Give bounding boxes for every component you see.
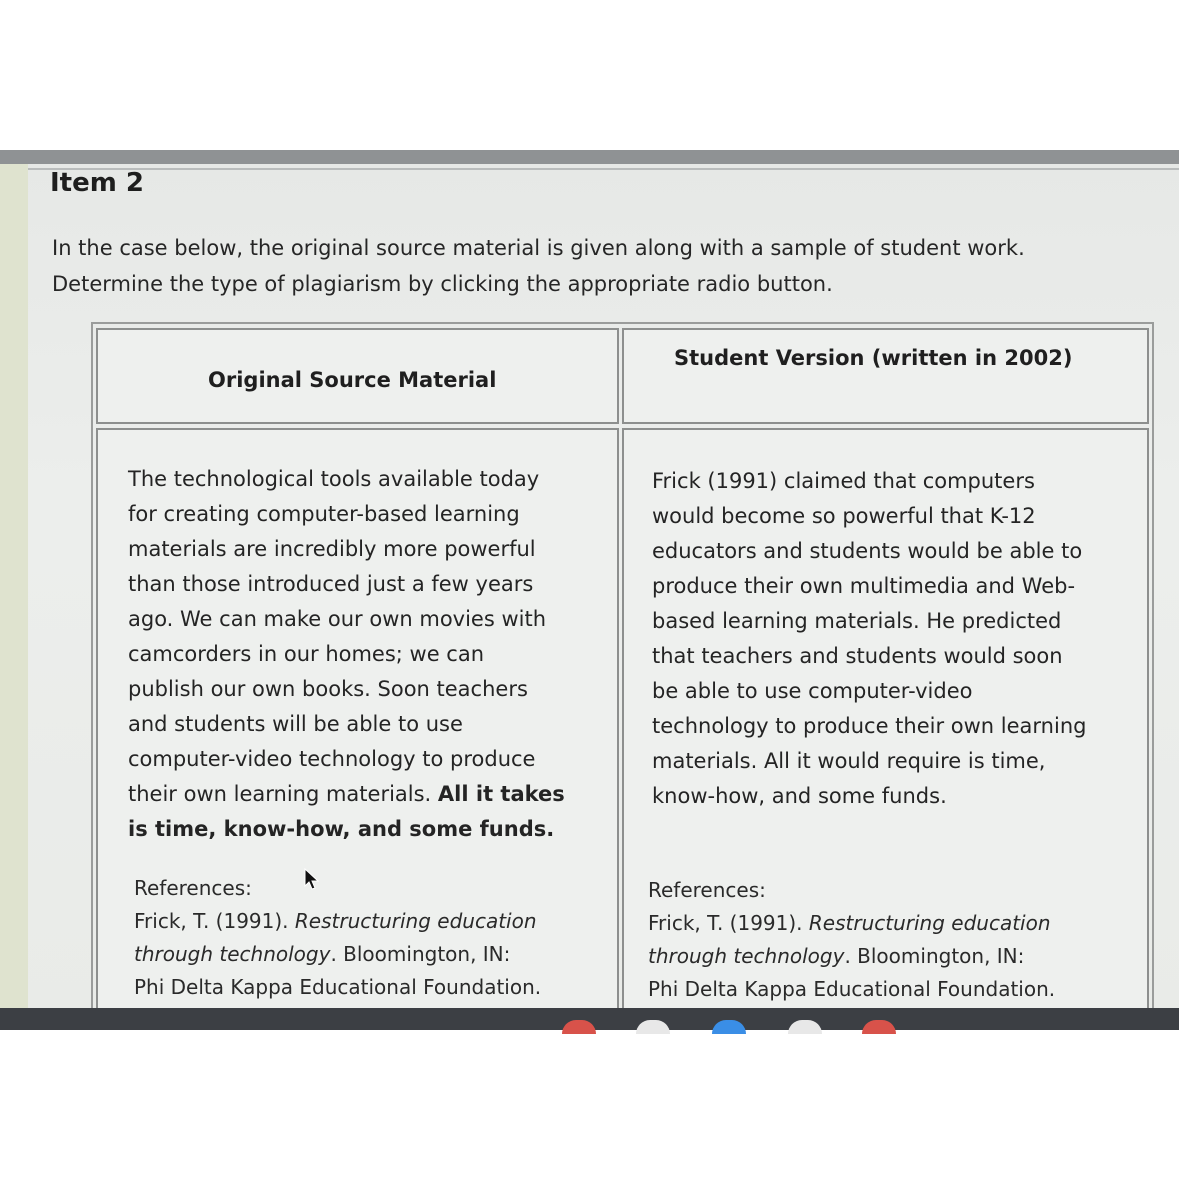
comparison-table — [91, 322, 1154, 1030]
original-text-cell — [96, 428, 619, 1030]
reference-title: through technology — [648, 944, 845, 968]
student-header-cell — [622, 328, 1149, 424]
original-header: Original Source Material — [208, 368, 497, 392]
student-line: Frick (1991) claimed that computers — [652, 469, 1035, 493]
original-line — [128, 777, 565, 812]
student-line: know-how, and some funds. — [652, 784, 947, 808]
item-title: Item 2 — [50, 168, 144, 198]
original-line: ago. We can make our own movies with — [128, 607, 547, 631]
original-line: camcorders in our homes; we can — [128, 642, 485, 666]
original-line: The technological tools available today — [128, 467, 540, 491]
reference-location: . Bloomington, IN: — [844, 944, 1025, 968]
student-header-text: Student Version (written in 2002) — [674, 346, 1073, 370]
original-header-cell — [96, 328, 619, 424]
original-line: than those introduced just a few years — [128, 572, 534, 596]
instruction-line: Determine the type of plagiarism by clicking the appropriate radio button. — [52, 272, 833, 296]
student-line: educators and students would be able to — [652, 539, 1083, 563]
references-label: References: — [134, 876, 252, 900]
reference-title: Restructuring education — [294, 909, 537, 933]
original-line: for creating computer-based learning — [128, 502, 520, 526]
reference-line — [648, 907, 1055, 940]
reference-publisher: Phi Delta Kappa Educational Foundation. — [648, 977, 1056, 1001]
reference-location: . Bloomington, IN: — [330, 942, 511, 966]
references-label: References: — [648, 878, 766, 902]
original-line-plain: their own learning materials. — [128, 782, 438, 806]
reference-author: Frick, T. (1991). — [134, 909, 295, 933]
student-line: be able to use computer-video — [652, 679, 973, 703]
reference-line — [648, 940, 1055, 973]
mouse-pointer-icon — [304, 868, 320, 890]
original-line-bold: is time, know-how, and some funds. — [128, 817, 555, 841]
original-line-bold: All it takes — [437, 782, 565, 806]
student-header — [674, 346, 1072, 370]
reference-title: through technology — [134, 942, 331, 966]
reference-line — [134, 938, 541, 971]
student-paragraph — [652, 464, 1086, 814]
student-line: technology to produce their own learning — [652, 714, 1087, 738]
original-references — [134, 872, 541, 1004]
left-margin-strip — [0, 164, 28, 1030]
student-line: that teachers and students would soon — [652, 644, 1063, 668]
divider — [0, 168, 1179, 170]
reference-title: Restructuring education — [808, 911, 1051, 935]
student-text-cell — [622, 428, 1149, 1030]
instruction-line: In the case below, the original source material is given along with a sample of student work. — [52, 236, 1025, 260]
original-line: publish our own books. Soon teachers — [128, 677, 528, 701]
original-line: computer-video technology to produce — [128, 747, 536, 771]
reference-author: Frick, T. (1991). — [648, 911, 809, 935]
student-line: would become so powerful that K-12 — [652, 504, 1036, 528]
reference-publisher: Phi Delta Kappa Educational Foundation. — [134, 975, 542, 999]
screen-area — [0, 150, 1179, 1030]
student-references — [648, 874, 1055, 1006]
student-line: produce their own multimedia and Web- — [652, 574, 1076, 598]
student-line: based learning materials. He predicted — [652, 609, 1062, 633]
window-top-bar — [0, 150, 1179, 164]
original-line: materials are incredibly more powerful — [128, 537, 536, 561]
instructions — [52, 230, 1142, 302]
student-line: materials. All it would require is time, — [652, 749, 1046, 773]
original-line: and students will be able to use — [128, 712, 463, 736]
reference-line — [134, 905, 541, 938]
original-paragraph — [128, 462, 565, 847]
